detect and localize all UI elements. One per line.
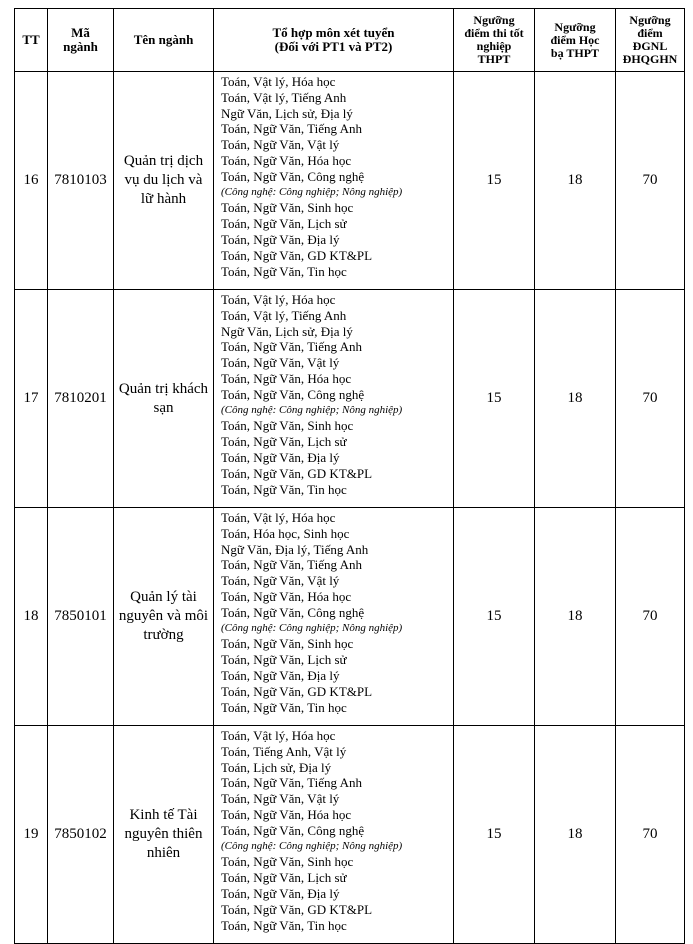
combo-note: (Công nghệ: Công nghiệp; Nông nghiệp) xyxy=(221,839,403,852)
combo-line: Toán, Ngữ Văn, Tiếng Anh xyxy=(221,775,362,791)
header-ten-nganh: Tên ngành xyxy=(114,9,214,72)
row-dgnl-score: 70 xyxy=(616,290,685,508)
combo-line: Toán, Ngữ Văn, Hóa học xyxy=(221,152,352,168)
row-combos xyxy=(214,72,454,290)
combo-line: Toán, Hóa học, Sinh học xyxy=(221,525,350,541)
combo-line: Toán, Vật lý, Hóa học xyxy=(221,292,336,307)
table-row xyxy=(15,290,685,508)
row-code: 7810201 xyxy=(48,290,114,508)
row-thpt-score: 15 xyxy=(454,290,535,508)
combo-line: Toán, Ngữ Văn, Tin học xyxy=(221,263,347,279)
row-code: 7850101 xyxy=(48,508,114,726)
row-hoc-ba-score: 18 xyxy=(535,290,616,508)
table-row xyxy=(15,726,685,944)
header-dgnl xyxy=(616,9,685,72)
row-name: Quản trị dịch vụ du lịch và lữ hành xyxy=(114,72,214,290)
row-name: Kinh tế Tài nguyên thiên nhiên xyxy=(114,726,214,944)
combo-line: Toán, Ngữ Văn, Vật lý xyxy=(221,573,340,589)
table-body xyxy=(15,72,685,944)
combo-note: (Công nghệ: Công nghiệp; Nông nghiệp) xyxy=(221,403,403,416)
combo-line: Ngữ Văn, Lịch sử, Địa lý xyxy=(221,105,353,121)
combo-line: Toán, Ngữ Văn, Vật lý xyxy=(221,355,340,371)
row-tt: 18 xyxy=(15,508,48,726)
combo-line: Toán, Ngữ Văn, GD KT&PL xyxy=(221,901,373,917)
combo-line: Toán, Ngữ Văn, Tin học xyxy=(221,917,347,933)
admission-table xyxy=(14,8,685,944)
combo-line: Toán, Ngữ Văn, Công nghệ xyxy=(221,168,365,184)
combo-line: Toán, Vật lý, Hóa học xyxy=(221,74,336,89)
table-row xyxy=(15,508,685,726)
combo-line: Ngữ Văn, Địa lý, Tiếng Anh xyxy=(221,541,369,557)
row-combos xyxy=(214,290,454,508)
row-dgnl-score: 70 xyxy=(616,726,685,944)
combo-line: Toán, Ngữ Văn, Tiếng Anh xyxy=(221,339,362,355)
combo-line: Toán, Ngữ Văn, Công nghệ xyxy=(221,604,365,620)
combo-line: Toán, Ngữ Văn, Địa lý xyxy=(221,885,340,901)
combo-line: Toán, Ngữ Văn, Sinh học xyxy=(221,200,354,216)
combo-line: Toán, Ngữ Văn, Tiếng Anh xyxy=(221,121,362,137)
combo-line: Toán, Ngữ Văn, Sinh học xyxy=(221,854,354,870)
header-row xyxy=(15,9,685,72)
combo-line: Toán, Ngữ Văn, Sinh học xyxy=(221,418,354,434)
header-thpt xyxy=(454,9,535,72)
row-dgnl-score: 70 xyxy=(616,508,685,726)
combo-line: Toán, Ngữ Văn, Lịch sử xyxy=(221,652,347,668)
row-hoc-ba-score: 18 xyxy=(535,508,616,726)
header-hoc-ba-label: Ngưỡng điểm Học bạ THPT xyxy=(550,19,600,60)
combo-line: Toán, Ngữ Văn, Công nghệ xyxy=(221,386,365,402)
combo-line: Toán, Ngữ Văn, Địa lý xyxy=(221,667,340,683)
combo-line: Toán, Ngữ Văn, Lịch sử xyxy=(221,870,347,886)
combo-line: Toán, Ngữ Văn, Địa lý xyxy=(221,449,340,465)
combo-line: Toán, Tiếng Anh, Vật lý xyxy=(221,743,347,759)
combo-line: Toán, Vật lý, Hóa học xyxy=(221,728,336,743)
combo-line: Toán, Ngữ Văn, GD KT&PL xyxy=(221,465,373,481)
row-name: Quản trị khách sạn xyxy=(114,290,214,508)
combo-line: Toán, Ngữ Văn, Tiếng Anh xyxy=(221,557,362,573)
combo-line: Toán, Ngữ Văn, Công nghệ xyxy=(221,822,365,838)
combo-line: Toán, Ngữ Văn, Tin học xyxy=(221,481,347,497)
row-combos xyxy=(214,508,454,726)
row-tt: 19 xyxy=(15,726,48,944)
combo-note: (Công nghệ: Công nghiệp; Nông nghiệp) xyxy=(221,185,403,198)
combo-line: Toán, Vật lý, Tiếng Anh xyxy=(221,89,347,105)
row-tt: 16 xyxy=(15,72,48,290)
header-hoc-ba xyxy=(535,9,616,72)
combo-line: Toán, Ngữ Văn, Tin học xyxy=(221,699,347,715)
row-dgnl-score: 70 xyxy=(616,72,685,290)
combo-line: Toán, Lịch sử, Địa lý xyxy=(221,759,332,775)
combo-line: Toán, Ngữ Văn, Vật lý xyxy=(221,791,340,807)
row-name: Quản lý tài nguyên và môi trường xyxy=(114,508,214,726)
header-to-hop-line1: Tổ hợp môn xét tuyển xyxy=(272,25,395,40)
combo-line: Toán, Vật lý, Hóa học xyxy=(221,510,336,525)
header-ma-nganh xyxy=(48,9,114,72)
combo-line: Toán, Ngữ Văn, Hóa học xyxy=(221,588,352,604)
row-code: 7810103 xyxy=(48,72,114,290)
row-code: 7850102 xyxy=(48,726,114,944)
combo-line: Toán, Ngữ Văn, Vật lý xyxy=(221,137,340,153)
row-hoc-ba-score: 18 xyxy=(535,726,616,944)
row-thpt-score: 15 xyxy=(454,726,535,944)
combo-line: Toán, Ngữ Văn, Lịch sử xyxy=(221,434,347,450)
row-thpt-score: 15 xyxy=(454,508,535,726)
row-thpt-score: 15 xyxy=(454,72,535,290)
combo-line: Toán, Ngữ Văn, GD KT&PL xyxy=(221,247,373,263)
combo-line: Toán, Ngữ Văn, Lịch sử xyxy=(221,216,347,232)
header-ma-nganh-label: Mã ngành xyxy=(63,25,98,54)
header-thpt-label: Ngưỡng điểm thi tốt nghiệp THPT xyxy=(464,13,524,66)
combo-line: Toán, Vật lý, Tiếng Anh xyxy=(221,307,347,323)
header-dgnl-label: Ngưỡng điểm ĐGNL ĐHQGHN xyxy=(622,13,678,66)
admission-table-container xyxy=(14,8,685,944)
combo-line: Ngữ Văn, Lịch sử, Địa lý xyxy=(221,323,353,339)
combo-line: Toán, Ngữ Văn, GD KT&PL xyxy=(221,683,373,699)
table-row xyxy=(15,72,685,290)
header-to-hop-line2: (Đối với PT1 và PT2) xyxy=(274,39,393,54)
row-tt: 17 xyxy=(15,290,48,508)
header-to-hop xyxy=(214,9,454,72)
combo-line: Toán, Ngữ Văn, Sinh học xyxy=(221,636,354,652)
combo-line: Toán, Ngữ Văn, Hóa học xyxy=(221,370,352,386)
combo-line: Toán, Ngữ Văn, Địa lý xyxy=(221,231,340,247)
combo-line: Toán, Ngữ Văn, Hóa học xyxy=(221,806,352,822)
header-tt: TT xyxy=(15,9,48,72)
row-combos xyxy=(214,726,454,944)
combo-note: (Công nghệ: Công nghiệp; Nông nghiệp) xyxy=(221,621,403,634)
row-hoc-ba-score: 18 xyxy=(535,72,616,290)
